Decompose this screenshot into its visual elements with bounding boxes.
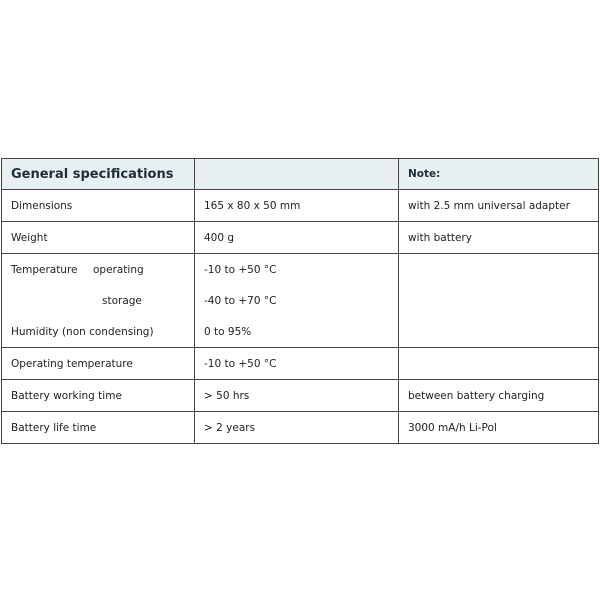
table-header-row [2, 159, 599, 190]
header-title-text: General specifications [11, 166, 174, 182]
row-label: Weight [2, 222, 195, 254]
row-value: 165 x 80 x 50 mm [195, 190, 399, 222]
operating-value-line [204, 254, 389, 285]
storage-label: storage [102, 294, 142, 307]
row-note: between battery charging [399, 380, 599, 412]
row-value: > 2 years [195, 412, 399, 444]
humidity-line [11, 316, 185, 347]
row-note: with 2.5 mm universal adapter [399, 190, 599, 222]
table-row [2, 190, 599, 222]
header-note [399, 159, 599, 190]
row-note: with battery [399, 222, 599, 254]
header-title [2, 159, 195, 190]
humidity-value: 0 to 95% [204, 325, 252, 338]
operating-label: operating [93, 263, 144, 276]
table-row-environment [2, 254, 599, 348]
row-value: 400 g [195, 222, 399, 254]
temperature-label: Temperature [11, 263, 78, 276]
row-note [399, 348, 599, 380]
row-label: Operating temperature [2, 348, 195, 380]
humidity-value-line [204, 316, 389, 347]
environment-labels [2, 254, 195, 348]
storage-line [11, 285, 185, 316]
header-middle [195, 159, 399, 190]
table-row [2, 380, 599, 412]
storage-value: -40 to +70 °C [204, 294, 277, 307]
environment-note [399, 254, 599, 348]
row-label: Battery life time [2, 412, 195, 444]
specifications-table [1, 158, 599, 444]
row-label: Dimensions [2, 190, 195, 222]
temperature-operating-line [11, 254, 185, 285]
row-label: Battery working time [2, 380, 195, 412]
operating-value: -10 to +50 °C [204, 263, 277, 276]
row-value: > 50 hrs [195, 380, 399, 412]
table-row [2, 222, 599, 254]
table-row [2, 412, 599, 444]
storage-value-line [204, 285, 389, 316]
row-note: 3000 mA/h Li-Pol [399, 412, 599, 444]
environment-values [195, 254, 399, 348]
humidity-label: Humidity (non condensing) [11, 325, 154, 338]
row-value: -10 to +50 °C [195, 348, 399, 380]
table-row [2, 348, 599, 380]
header-note-text: Note: [408, 168, 441, 180]
